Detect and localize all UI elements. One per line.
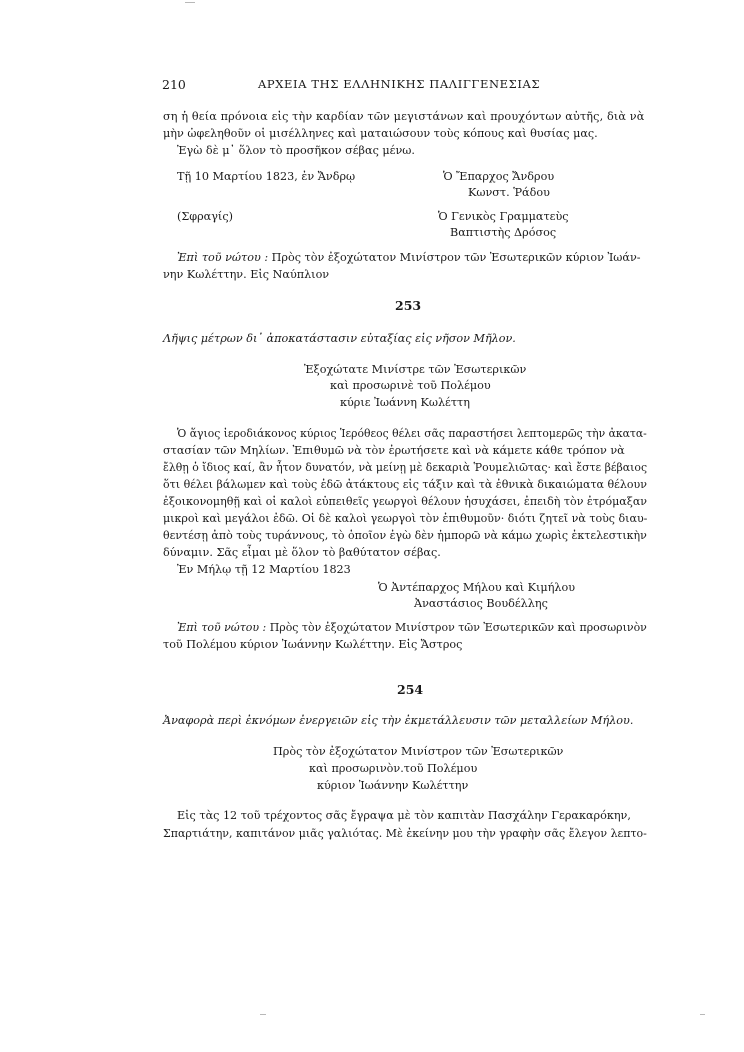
salutation-line: κύριον Ἰωάννην Κωλέττην [317, 779, 469, 792]
signature-title: Ὁ Γενικὸς Γραμματεὺς [438, 210, 569, 223]
address-text: Πρὸς τὸν ἐξοχώτατον Μινίστρον τῶν Ἐσωτερικῶν καὶ προσωρινὸν [269, 621, 647, 634]
document-number: 253 [395, 298, 422, 313]
text-line: Ἐγὼ δὲ μ᾽ ὅλον τὸ προσῆκον σέβας μένω. [177, 144, 415, 157]
body-line: δύναμιν. Σᾶς εἶμαι μὲ ὅλον τὸ βαθύτατον σέβας. [163, 546, 441, 559]
signature-title: Ὁ Ἀντέπαρχος Μήλου καὶ Κιμήλου [378, 581, 576, 594]
body-line: Εἰς τὰς 12 τοῦ τρέχοντος σᾶς ἔγραψα μὲ τὸν καπιτὰν Πασχάλην Γερακαρόκην, [177, 809, 631, 822]
document-number: 254 [397, 682, 424, 697]
scan-speck [260, 1014, 266, 1015]
salutation-line: κύριε Ἰωάννη Κωλέττη [340, 396, 470, 409]
address-text: Πρὸς τὸν ἐξοχώτατον Μινίστρον τῶν Ἐσωτερικῶν κύριον Ἰωάν- [271, 251, 641, 264]
running-title: ΑΡΧΕΙΑ ΤΗΣ ΕΛΛΗΝΙΚΗΣ ΠΑΛΙΓΓΕΝΕΣΙΑΣ [258, 77, 541, 91]
text-line: μὴν ὠφεληθοῦν οἱ μισέλληνες καὶ ματαιώσουν τοὺς κόπους καὶ θυσίας μας. [163, 127, 598, 140]
salutation-line: καὶ προσωρινὲ τοῦ Πολέμου [330, 379, 491, 392]
salutation-line: Ἐξοχώτατε Μινίστρε τῶν Ἐσωτερικῶν [304, 363, 527, 376]
body-line: θεντέσῃ ἀπὸ τοὺς τυράννους, τὸ ὁποῖον ἐγὼ δὲν ἠμπορῶ νὰ κάμω χωρὶς ἐκτελεστικὴν [163, 529, 647, 542]
address-line [177, 620, 647, 636]
body-line: Σπαρτιάτην, καπιτάνον μιᾶς γαλιότας. Μὲ ἐκείνην μου τὴν γραφὴν σᾶς ἔλεγον λεπτο- [163, 827, 647, 840]
signature-title: Ὁ Ἔπαρχος Ἄνδρου [443, 170, 555, 183]
body-line: ὅτι θέλει βάλωμεν καὶ τοὺς ἐδῶ ἀτάκτους εἰς τάξιν καὶ τὰ ἐθνικὰ δικαιώματα θέλουν [163, 478, 647, 491]
address-line [177, 250, 641, 266]
document-summary: Λῆψις μέτρων δι᾽ ἀποκατάστασιν εὐταξίας εἰς νῆσον Μῆλον. [163, 332, 516, 345]
page-number: 210 [162, 77, 186, 92]
signature-name: Βαπτιστὴς Δρόσος [450, 226, 557, 239]
salutation-line: καὶ προσωρινὸν.τοῦ Πολέμου [309, 762, 478, 775]
address-line: τοῦ Πολέμου κύριον Ἰωάννην Κωλέττην. Εἰς Ἄστρος [163, 638, 463, 651]
scan-speck [185, 2, 195, 3]
body-line: Ὁ ἅγιος ἱεροδιάκονος κύριος Ἱερόθεος θέλει σᾶς παραστήσει λεπτομερῶς τὴν ἀκατα- [177, 427, 647, 440]
signature-name: Κωνστ. Ῥάδου [468, 186, 550, 199]
seal-note: (Σφραγίς) [177, 210, 233, 223]
salutation-line: Πρὸς τὸν ἐξοχώτατον Μινίστρον τῶν Ἐσωτερικῶν [273, 745, 564, 758]
body-line: στασίαν τῶν Μηλίων. Ἐπιθυμῶ νὰ τὸν ἐρωτήσετε καὶ νὰ κάμετε κάθε τρόπον νὰ [163, 444, 625, 457]
address-line: νην Κωλέττην. Εἰς Ναύπλιον [163, 268, 330, 281]
body-line: μικροὶ καὶ μεγάλοι ἐδῶ. Οἱ δὲ καλοὶ γεωργοὶ τὸν ἐπιθυμοῦν· διότι ζητεῖ νὰ τοὺς διαυ- [163, 512, 648, 525]
body-line: ἔλθῃ ὁ ἴδιος καί, ἂν ἦτον δυνατόν, νὰ μείνῃ μὲ δεκαριὰ Ῥουμελιῶτας· καὶ ἔστε βέβαιος [163, 461, 648, 474]
address-label: Ἐπὶ τοῦ νώτου : [177, 621, 267, 634]
date-place: Τῇ 10 Μαρτίου 1823, ἐν Ἄνδρῳ [177, 170, 356, 183]
document-summary: Ἀναφορὰ περὶ ἐκνόμων ἐνεργειῶν εἰς τὴν ἐκμετάλλευσιν τῶν μεταλλείων Μήλου. [163, 714, 634, 727]
scan-speck [700, 1014, 705, 1015]
address-label: Ἐπὶ τοῦ νώτου : [177, 251, 269, 264]
body-line: ἐξοικονομηθῇ καὶ οἱ καλοὶ εὐπειθεῖς γεωργοὶ θέλουν ἡσυχάσει, ἐπειδὴ τὸν ἐτρόμαξαν [163, 495, 648, 508]
text-line: ση ἡ θεία πρόνοια εἰς τὴν καρδίαν τῶν μεγιστάνων καὶ προυχόντων αὐτῆς, διὰ νὰ [163, 110, 645, 123]
date-place: Ἐν Μήλῳ τῇ 12 Μαρτίου 1823 [177, 563, 351, 576]
signature-name: Ἀναστάσιος Βουδέλλης [414, 597, 548, 610]
